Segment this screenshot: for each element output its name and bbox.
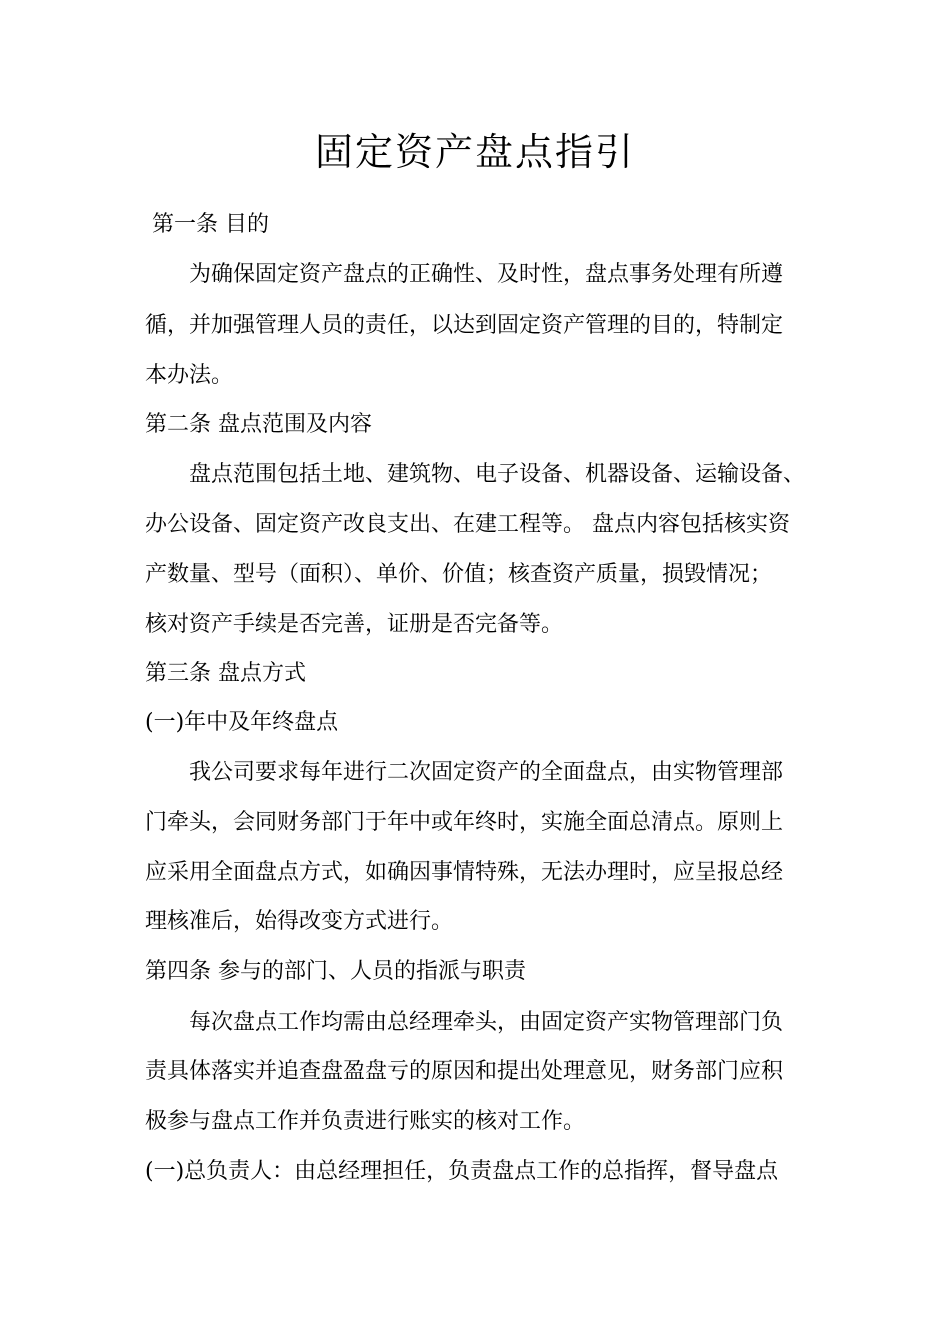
- paragraph-line: 我公司要求每年进行二次固定资产的全面盘点，由实物管理部: [189, 760, 784, 785]
- article-2-heading: 第二条 盘点范围及内容: [145, 412, 372, 437]
- paragraph-line: 核对资产手续是否完善，证册是否完备等。: [145, 612, 564, 637]
- paragraph-line: 应采用全面盘点方式，如确因事情特殊，无法办理时，应呈报总经: [145, 860, 784, 885]
- paragraph-line: 极参与盘点工作并负责进行账实的核对工作。: [145, 1109, 586, 1134]
- paragraph-line: 每次盘点工作均需由总经理牵头，由固定资产实物管理部门负: [189, 1010, 784, 1035]
- paragraph-line: 办公设备、固定资产改良支出、在建工程等。 盘点内容包括核实资: [145, 512, 790, 537]
- paragraph-line: 责具体落实并追查盘盈盘亏的原因和提出处理意见，财务部门应积: [145, 1059, 784, 1084]
- article-3-heading: 第三条 盘点方式: [145, 661, 306, 686]
- paragraph-line: 门牵头，会同财务部门于年中或年终时，实施全面总清点。原则上: [145, 810, 784, 835]
- document-title: 固定资产盘点指引: [314, 130, 635, 174]
- paragraph-line: 循，并加强管理人员的责任，以达到固定资产管理的目的，特制定: [145, 313, 784, 338]
- sub-heading: (一)年中及年终盘点: [145, 710, 339, 735]
- paragraph-line: 为确保固定资产盘点的正确性、及时性，盘点事务处理有所遵: [189, 262, 784, 287]
- article-4-heading: 第四条 参与的部门、人员的指派与职责: [145, 959, 526, 984]
- article-1-heading: 第一条 目的: [152, 212, 269, 237]
- paragraph-line: 盘点范围包括土地、建筑物、电子设备、机器设备、运输设备、: [189, 462, 806, 487]
- paragraph-line: (一)总负责人：由总经理担任，负责盘点工作的总指挥，督导盘点: [145, 1159, 779, 1184]
- paragraph-line: 理核准后，始得改变方式进行。: [145, 909, 454, 934]
- paragraph-line: 本办法。: [145, 363, 234, 388]
- paragraph-line: 产数量、型号（面积）、单价、价值；核查资产质量，损毁情况；: [145, 562, 773, 587]
